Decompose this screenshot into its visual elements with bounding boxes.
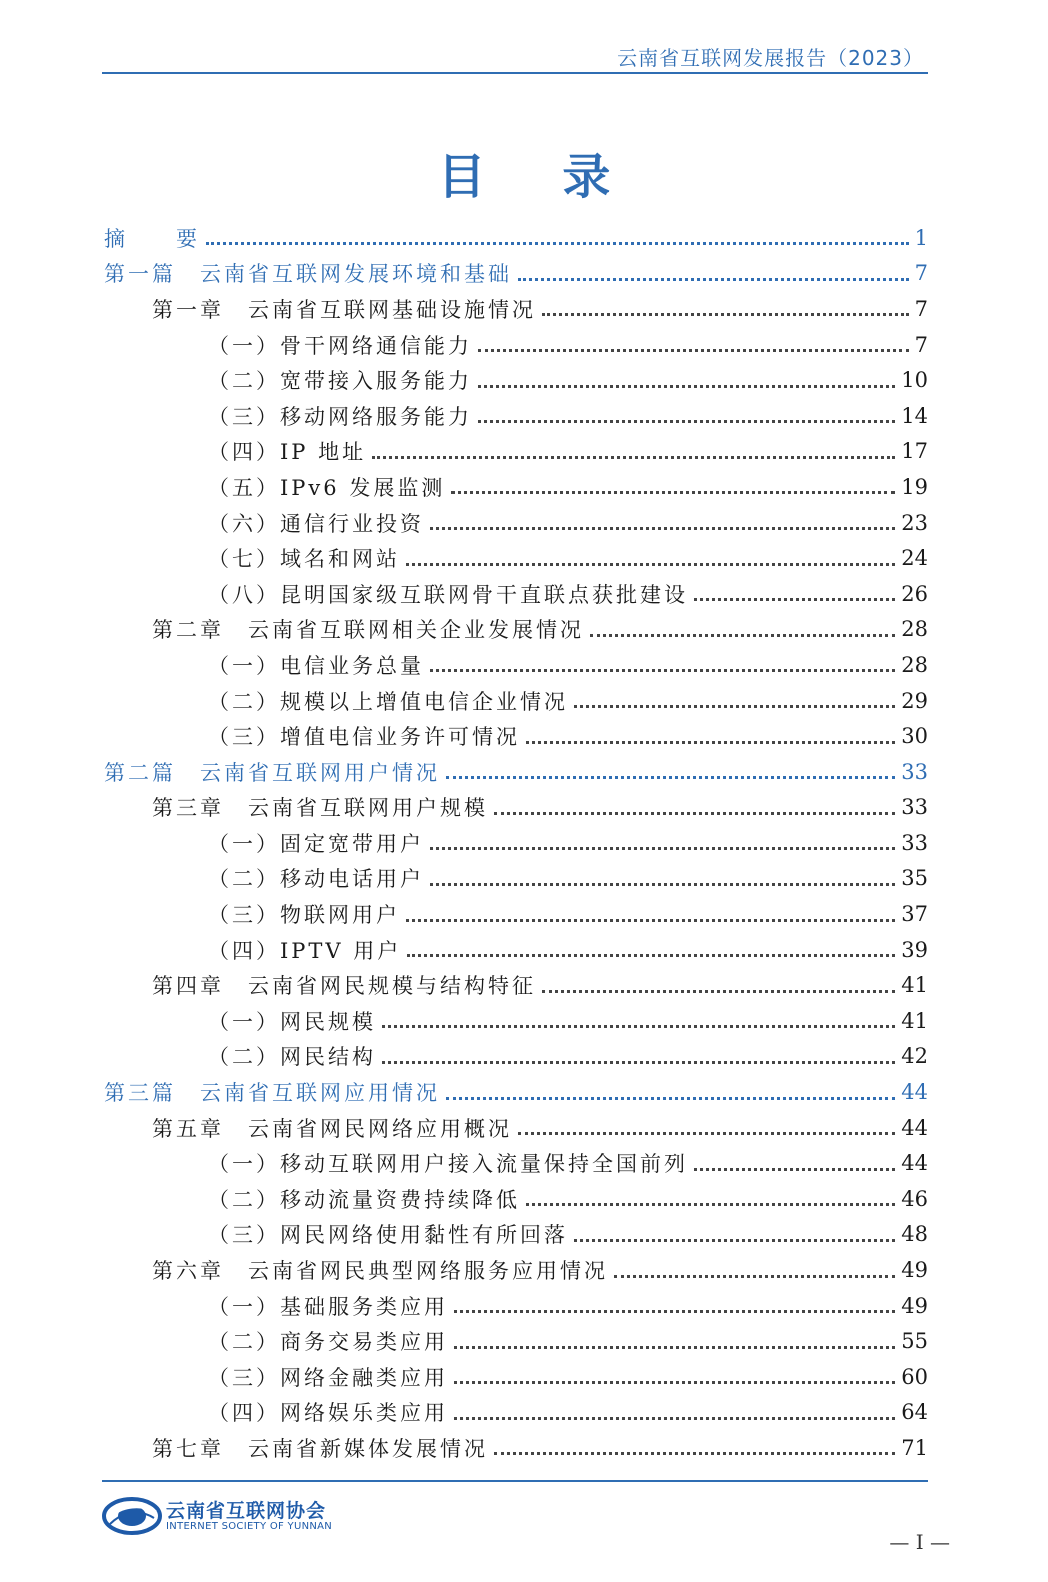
dot-leader <box>451 491 895 494</box>
dot-leader <box>478 420 895 423</box>
toc-entry-page: 29 <box>901 688 928 713</box>
dot-leader <box>574 1239 895 1242</box>
toc-entry-page: 44 <box>901 1115 928 1140</box>
table-of-contents <box>104 220 928 1466</box>
toc-entry-label: （六）通信行业投资 <box>208 511 424 536</box>
toc-entry[interactable] <box>104 683 928 719</box>
organization-logo-icon <box>102 1496 162 1536</box>
toc-entry[interactable] <box>104 256 928 292</box>
toc-entry[interactable] <box>104 291 928 327</box>
toc-entry-label: （一）网民规模 <box>208 1009 376 1034</box>
toc-entry-page: 42 <box>901 1044 928 1069</box>
toc-entry-label: （一）固定宽带用户 <box>208 831 424 856</box>
toc-entry[interactable] <box>104 1039 928 1075</box>
toc-entry-label: （四）IP 地址 <box>208 440 367 465</box>
toc-entry[interactable] <box>104 1323 928 1359</box>
toc-entry-label: （三）移动网络服务能力 <box>208 404 472 429</box>
toc-entry-label: 第五章 云南省网民网络应用概况 <box>152 1116 512 1141</box>
page-title: 目 录 <box>437 149 641 205</box>
toc-entry-label: （一）骨干网络通信能力 <box>208 333 472 358</box>
toc-entry[interactable] <box>104 932 928 968</box>
dot-leader <box>454 1310 895 1313</box>
dot-leader <box>590 634 895 637</box>
toc-entry-label: （二）移动电话用户 <box>208 867 424 892</box>
toc-entry-label: 第二章 云南省互联网相关企业发展情况 <box>152 618 584 643</box>
dot-leader <box>446 1097 895 1100</box>
toc-entry-label: （四）IPTV 用户 <box>208 938 402 963</box>
toc-entry-page: 26 <box>901 581 928 606</box>
toc-entry[interactable] <box>104 1288 928 1324</box>
dot-leader <box>454 1381 895 1384</box>
dot-leader <box>446 776 895 779</box>
dot-leader <box>406 563 895 566</box>
toc-entry-label: （三）网络金融类应用 <box>208 1365 448 1390</box>
toc-entry[interactable] <box>104 1430 928 1466</box>
toc-entry[interactable] <box>104 469 928 505</box>
toc-entry-label: （二）规模以上增值电信企业情况 <box>208 689 568 714</box>
dot-leader <box>542 990 895 993</box>
toc-entry-page: 55 <box>901 1329 928 1354</box>
toc-entry[interactable] <box>104 825 928 861</box>
toc-entry-label: 第七章 云南省新媒体发展情况 <box>152 1436 488 1461</box>
toc-entry-page: 10 <box>901 368 928 393</box>
toc-entry-page: 28 <box>901 617 928 642</box>
toc-entry-label: （七）域名和网站 <box>208 547 400 572</box>
toc-entry[interactable] <box>104 398 928 434</box>
toc-entry-page: 24 <box>901 546 928 571</box>
dot-leader <box>206 242 909 245</box>
toc-entry-page: 37 <box>901 902 928 927</box>
toc-entry[interactable] <box>104 576 928 612</box>
toc-entry-label: （四）网络娱乐类应用 <box>208 1401 448 1426</box>
header-divider <box>102 72 928 74</box>
toc-entry[interactable] <box>104 1110 928 1146</box>
toc-entry-page: 28 <box>901 652 928 677</box>
dot-leader <box>574 705 895 708</box>
dot-leader <box>494 1452 895 1455</box>
toc-entry-label: （二）商务交易类应用 <box>208 1330 448 1355</box>
toc-entry[interactable] <box>104 718 928 754</box>
toc-entry[interactable] <box>104 967 928 1003</box>
toc-entry-page: 7 <box>914 296 928 321</box>
dot-leader <box>526 1203 895 1206</box>
toc-entry[interactable] <box>104 362 928 398</box>
toc-entry-label: （三）物联网用户 <box>208 903 400 928</box>
toc-entry-label: （八）昆明国家级互联网骨干直联点获批建设 <box>208 582 688 607</box>
dot-leader <box>454 1346 895 1349</box>
dot-leader <box>494 812 895 815</box>
running-header-title: 云南省互联网发展报告（2023） <box>617 46 924 70</box>
toc-entry[interactable] <box>104 1003 928 1039</box>
toc-entry[interactable] <box>104 434 928 470</box>
toc-entry-label: 第一篇 云南省互联网发展环境和基础 <box>104 262 512 287</box>
page-number: — I — <box>889 1530 950 1554</box>
dot-leader <box>454 1417 895 1420</box>
toc-entry-page: 35 <box>901 866 928 891</box>
toc-entry-page: 33 <box>901 759 928 784</box>
toc-entry-page: 17 <box>901 439 928 464</box>
toc-entry-label: 第三章 云南省互联网用户规模 <box>152 796 488 821</box>
dot-leader <box>526 741 895 744</box>
dot-leader <box>542 313 909 316</box>
toc-entry-page: 44 <box>901 1151 928 1176</box>
toc-entry[interactable] <box>104 754 928 790</box>
toc-entry-label: （一）电信业务总量 <box>208 653 424 678</box>
dot-leader <box>382 1025 895 1028</box>
toc-entry-label: 第三篇 云南省互联网应用情况 <box>104 1081 440 1106</box>
toc-entry[interactable] <box>104 220 928 256</box>
toc-entry-page: 23 <box>901 510 928 535</box>
toc-entry[interactable] <box>104 505 928 541</box>
toc-entry[interactable] <box>104 1395 928 1431</box>
toc-entry-label: （二）宽带接入服务能力 <box>208 369 472 394</box>
dot-leader <box>694 598 895 601</box>
toc-entry-page: 7 <box>914 261 928 286</box>
dot-leader <box>430 669 895 672</box>
toc-entry-label: （一）移动互联网用户接入流量保持全国前列 <box>208 1152 688 1177</box>
toc-entry[interactable] <box>104 1074 928 1110</box>
toc-entry-label: （五）IPv6 发展监测 <box>208 475 446 500</box>
toc-entry-label: （二）移动流量资费持续降低 <box>208 1187 520 1212</box>
toc-entry-label: 第六章 云南省网民典型网络服务应用情况 <box>152 1259 608 1284</box>
dot-leader <box>372 456 895 459</box>
toc-entry[interactable] <box>104 327 928 363</box>
toc-entry-page: 7 <box>914 332 928 357</box>
toc-entry-label: 第一章 云南省互联网基础设施情况 <box>152 297 536 322</box>
toc-entry[interactable] <box>104 896 928 932</box>
toc-entry[interactable] <box>104 790 928 826</box>
dot-leader <box>430 527 895 530</box>
toc-entry[interactable] <box>104 861 928 897</box>
toc-entry-page: 46 <box>901 1186 928 1211</box>
toc-entry-page: 71 <box>901 1435 928 1460</box>
toc-entry[interactable] <box>104 1252 928 1288</box>
toc-entry[interactable] <box>104 1181 928 1217</box>
dot-leader <box>518 1132 895 1135</box>
toc-entry-page: 30 <box>901 724 928 749</box>
toc-entry-label: 第二篇 云南省互联网用户情况 <box>104 760 440 785</box>
toc-entry-label: 摘 要 <box>104 226 200 251</box>
toc-entry-page: 44 <box>901 1080 928 1105</box>
toc-entry-label: （二）网民结构 <box>208 1045 376 1070</box>
dot-leader <box>430 847 895 850</box>
dot-leader <box>382 1061 895 1064</box>
toc-entry[interactable] <box>104 1145 928 1181</box>
dot-leader <box>478 385 895 388</box>
toc-entry-label: （一）基础服务类应用 <box>208 1294 448 1319</box>
toc-entry[interactable] <box>104 1217 928 1253</box>
toc-entry-page: 49 <box>901 1258 928 1283</box>
toc-entry-page: 41 <box>901 1008 928 1033</box>
dot-leader <box>430 883 895 886</box>
toc-entry-page: 33 <box>901 795 928 820</box>
toc-entry[interactable] <box>104 540 928 576</box>
organization-name-cn: 云南省互联网协会 <box>166 1500 327 1522</box>
toc-entry-page: 49 <box>901 1293 928 1318</box>
toc-entry-page: 48 <box>901 1222 928 1247</box>
toc-entry-page: 33 <box>901 830 928 855</box>
dot-leader <box>407 954 895 957</box>
toc-entry-label: （三）增值电信业务许可情况 <box>208 725 520 750</box>
dot-leader <box>694 1168 895 1171</box>
dot-leader <box>614 1275 895 1278</box>
toc-entry-page: 14 <box>901 403 928 428</box>
toc-entry-label: 第四章 云南省网民规模与结构特征 <box>152 974 536 999</box>
toc-entry-label: （三）网民网络使用黏性有所回落 <box>208 1223 568 1248</box>
toc-entry[interactable] <box>104 647 928 683</box>
toc-entry[interactable] <box>104 612 928 648</box>
toc-entry-page: 1 <box>914 225 928 250</box>
toc-entry-page: 19 <box>901 474 928 499</box>
toc-entry-page: 64 <box>901 1400 928 1425</box>
dot-leader <box>478 349 909 352</box>
dot-leader <box>406 919 895 922</box>
toc-entry[interactable] <box>104 1359 928 1395</box>
organization-name-en: INTERNET SOCIETY OF YUNNAN <box>166 1521 333 1532</box>
toc-entry-page: 41 <box>901 973 928 998</box>
dot-leader <box>518 278 909 281</box>
toc-entry-page: 60 <box>901 1364 928 1389</box>
toc-entry-page: 39 <box>901 937 928 962</box>
footer-divider <box>102 1480 928 1482</box>
